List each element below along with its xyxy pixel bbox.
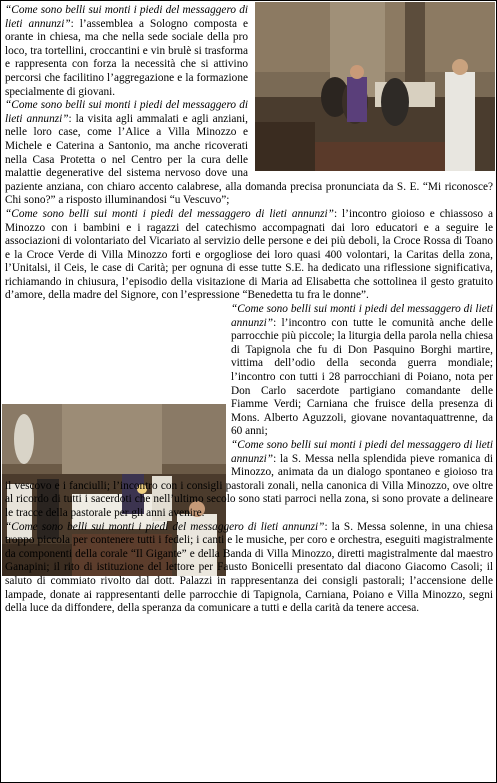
- photo-bottom-spacer: [5, 305, 231, 479]
- quote: “Come sono belli sui monti i piedi del messaggero di lieti annunzi”: [231, 303, 493, 329]
- quote: “Come sono belli sui monti i piedi del messaggero di lieti annunzi”: [5, 99, 248, 125]
- paragraph-text: : l’assemblea a Sologno composta e orante in chiesa, ma che nella sede sociale della pro loco, tra tortellini, croccantini e vin brulè si trasforma e rappresenta con forza la necessità che si attivino percorsi che facilitino l’aggregazione e la formazione specialmente di giovani.: [5, 17, 249, 98]
- paragraph-text: : la S. Messa nella splendida pieve romanica di Minozzo, animata da un dialogo spontaneo e gioioso tra il vescovo e i fanciulli; l’incontro con i consigli pastorali zonali, nella canonica di Villa Minozzo, ove oltre al ricordo di tutti i sacerdoti che nell’ultimo secolo sono stati parroci nella zona, si sono provate a delineare le tracce della pastorale per gli anni avenire.: [5, 452, 493, 519]
- quote: “Come sono belli sui monti i piedi del messaggero di lieti annunzi”: [5, 4, 248, 30]
- quote: “Come sono belli sui monti i piedi del messaggero di lieti annunzi”: [5, 520, 325, 533]
- paragraph-catechismo: [5, 208, 493, 303]
- paragraph-text: : l’incontro gioioso e chiassoso a Minozzo con i bambini e i ragazzi del catechismo accompagnati dai loro educatori e a seguire le associazioni di volontariato del Vicariato al servizio delle persone e dei più deboli, la Croce Rossa di Toano e la Croce Verde di Villa Minozzo forti e orgogliose dei loro quasi 400 volontari, la Caritas della zona, l’Unitalsi, il Ceis, le case di Carità; per ognuna di esse tutte S.E. ha dedicato una riflessione significativa, richiamando in chiusura, l’episodio della visitazione di Maria ad Elisabetta che sottolinea il gesto gratuito d’amore, della madre del Signore, con l’espressione “Benedetta tu fra le donne”.: [5, 207, 493, 302]
- quote: “Come sono belli sui monti i piedi del messaggero di lieti annunzi”: [5, 207, 334, 220]
- paragraph-text: : la S. Messa solenne, in una chiesa troppo piccola per contenere tutti i fedeli; i canti e le musiche, per coro e orchestra, eseguiti magistralmente da componenti della corale “Il Gigante” e della Banda di Villa Minozzo, diretti magistralmente dal maestro Ganapini; il rito di istituzione del lettore per Fausto Bonicelli presentato dal diacono Giacomo Casoli; il saluto di commiato rivolto dal dott. Palazzi in rappresentanza dei consigli pastorali; l’accensione delle lampade, donate ai rappresentanti delle parrocchie di Tapignola, Carniana, Poiano e Villa Minozzo, segni della luce da diffondere, della speranza da comunicare a tutti e della carità da tenere accesa.: [5, 520, 493, 615]
- article-body: [5, 4, 493, 616]
- paragraph-text: : l’incontro con tutte le comunità anche delle parrocchie più piccole; la liturgia della parola nella chiesa di Tapignola che fu di Don Pasquino Borghi martire, vittima dell’odio della seconda guerra mondiale; l’incontro con tutti i 28 parrocchiani di Poiano, nota per Don Carlo sacerdote partigiano comandante delle Fiamme Verdi; Carniana che fruisce della presenza di Mons. Alberto Aguzzoli, giovane novantaquattrenne, da 60 anni;: [231, 316, 493, 438]
- quote: “Come sono belli sui monti i piedi del messaggero di lieti annunzi”: [231, 439, 493, 465]
- paragraph-text: : la visita agli ammalati e agli anziani, nelle loro case, come l’Alice a Villa Minozzo e Michele e Caterina a Santonio, ma anche ricoverati nella Casa Protetta o nel Centro per la cura delle malattie degenerative del sistema nervoso dove una paziente anziana, con chiaro accento calabrese, alla domanda precisa pronunciata da S. E. “Mi riconosce? Chi sono?” a risposto illuminandosi “u Vescuvo”;: [5, 112, 493, 207]
- paragraph-messa-solenne: [5, 521, 493, 616]
- photo-top-spacer: [248, 4, 493, 173]
